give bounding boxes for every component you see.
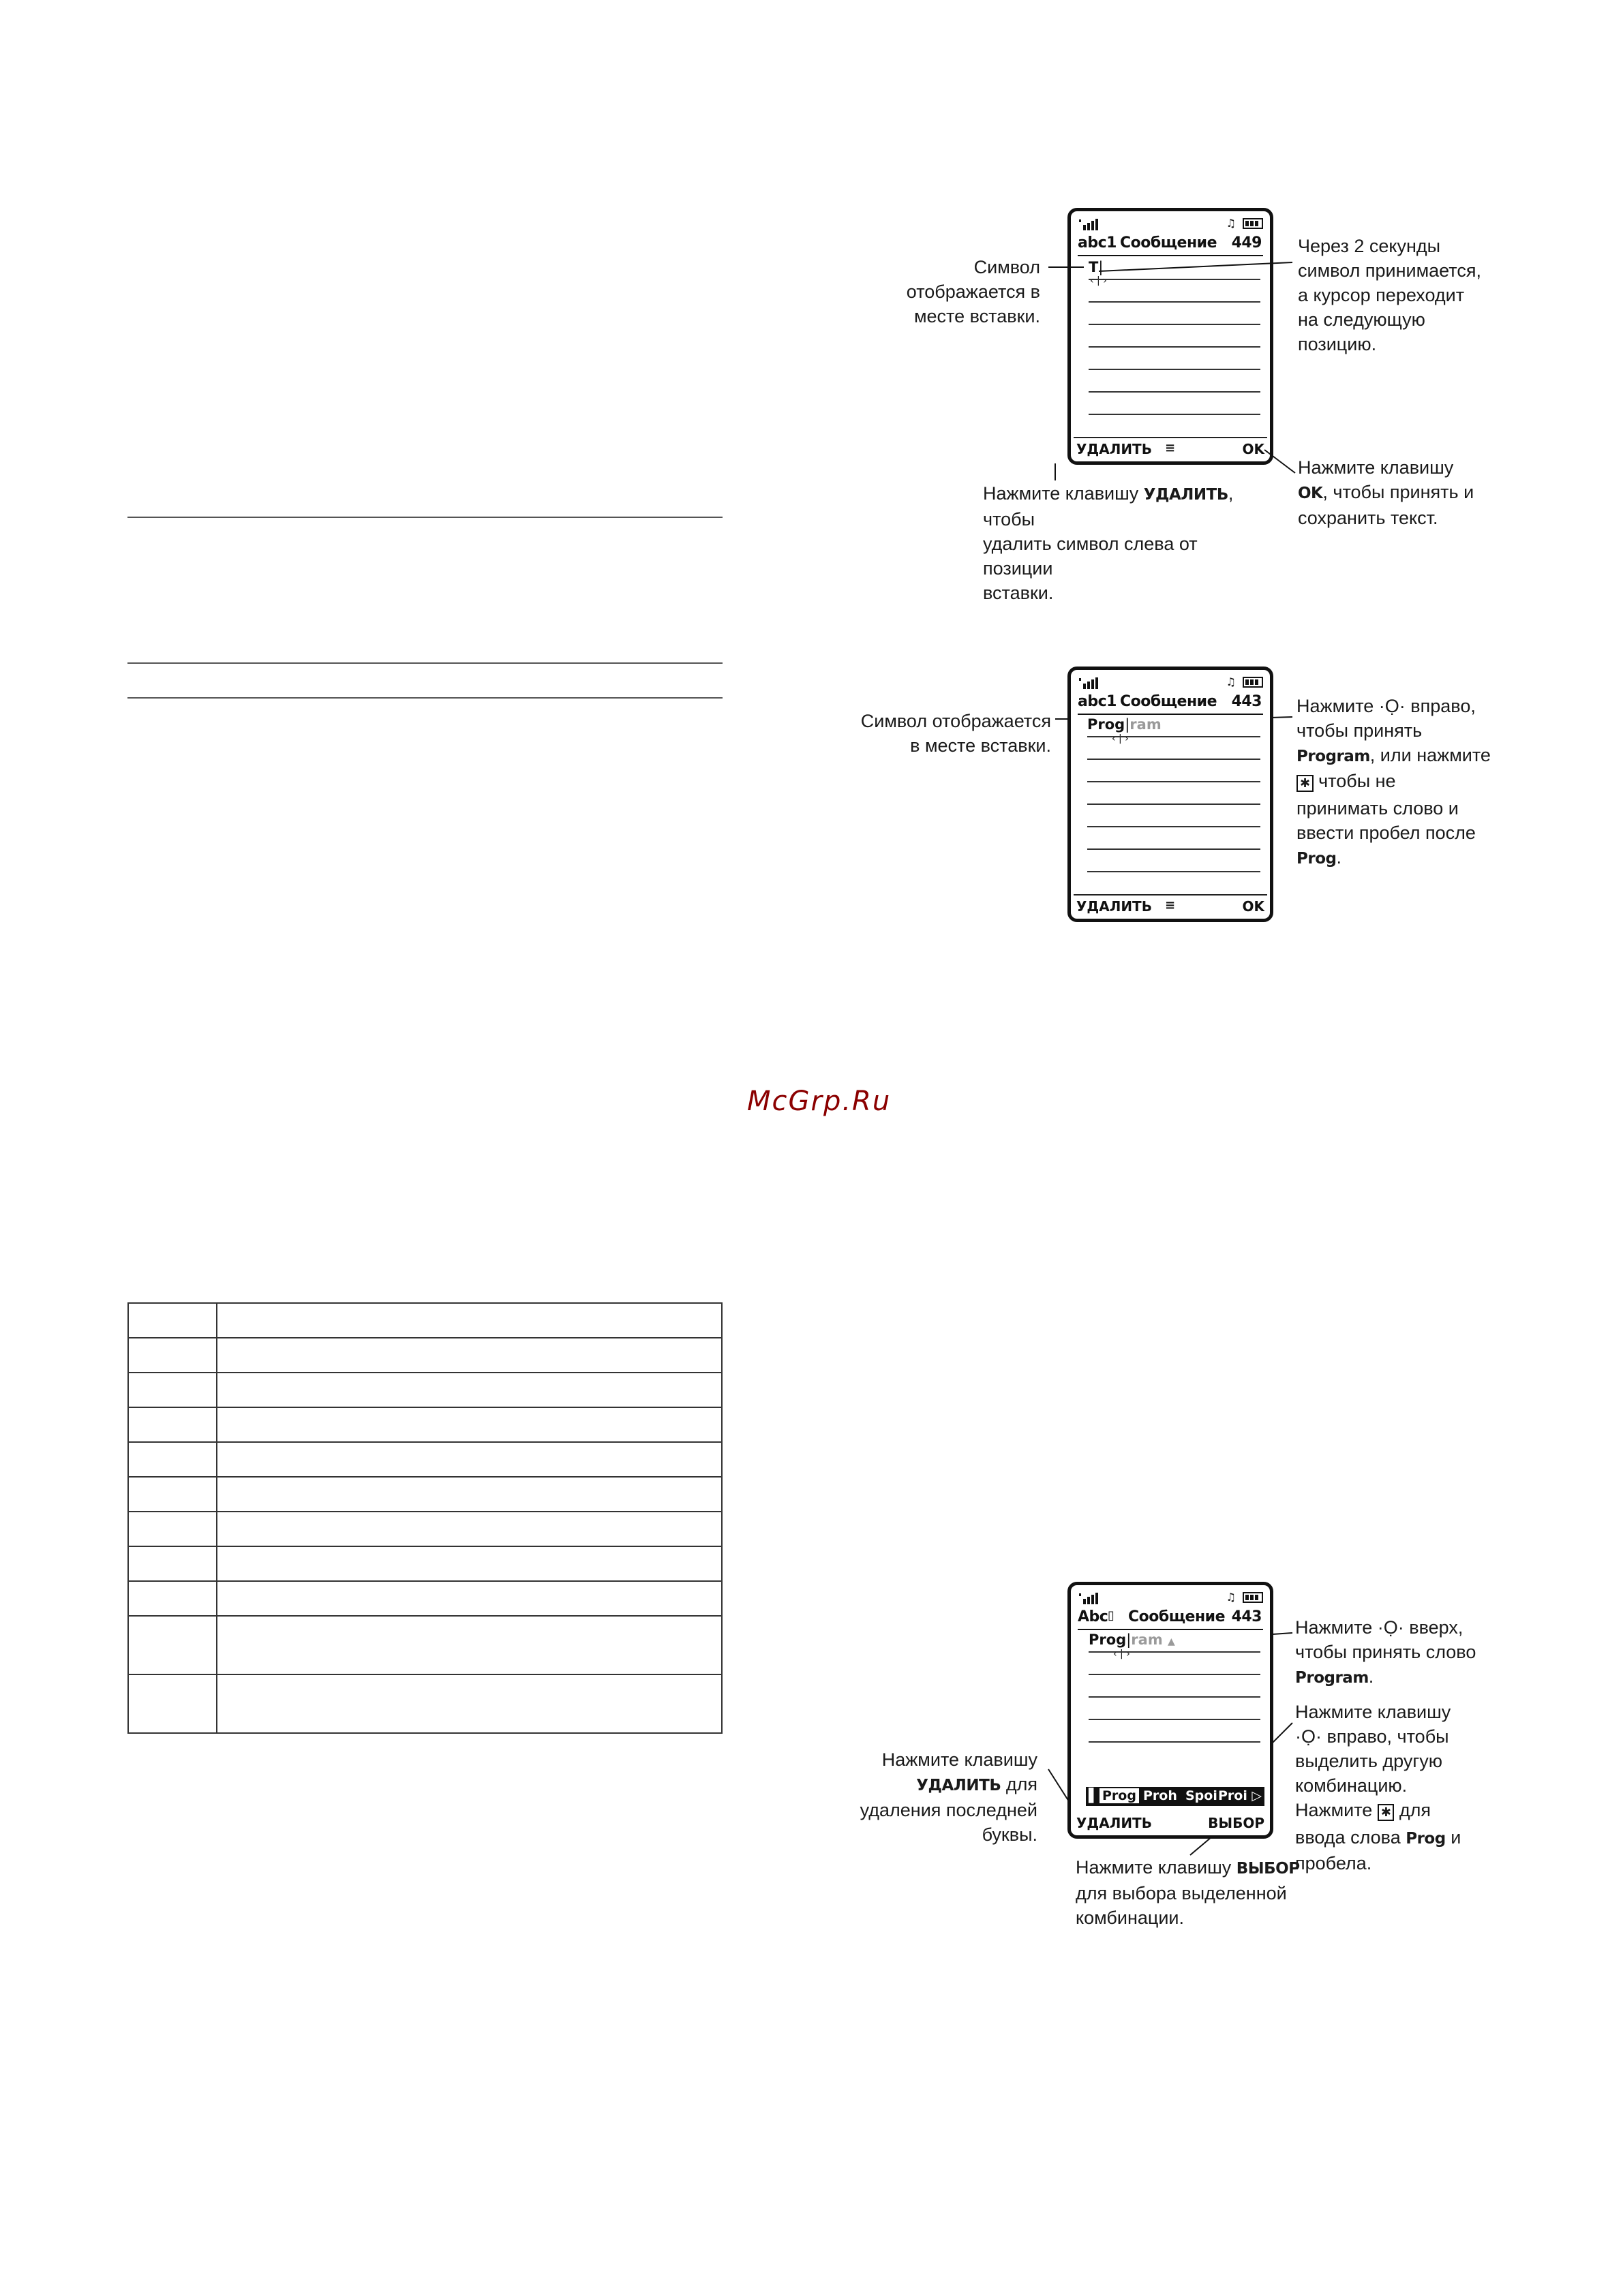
battery-icon — [1243, 677, 1263, 688]
callout-delete-key: Нажмите клавишу УДАЛИТЬ, чтобы удалить символ слева от позиции вставки. — [983, 483, 1234, 603]
typed-text: Prog|ram ▲ — [1089, 1632, 1175, 1648]
star-key-icon: ✱ — [1378, 1804, 1395, 1821]
text-mode-indicator: abc1 — [1078, 234, 1117, 251]
watermark: McGrp.Ru — [747, 1086, 892, 1117]
candidate-4[interactable]: Proi — [1218, 1788, 1247, 1803]
delete-softkey[interactable]: УДАЛИТЬ — [1076, 898, 1152, 915]
delete-softkey[interactable]: УДАЛИТЬ — [1076, 441, 1152, 457]
callout-select-key: Нажмите клавишу ВЫБОР для выбора выделенной комбинации. — [1076, 1857, 1300, 1928]
ok-softkey[interactable]: OK — [1242, 441, 1264, 457]
dictionary-icon: ▯ — [1108, 1608, 1114, 1623]
candidate-2[interactable]: Proh — [1143, 1788, 1177, 1803]
ringer-icon: ♫ — [1226, 217, 1236, 230]
delete-softkey[interactable]: УДАЛИТЬ — [1076, 1815, 1152, 1831]
select-softkey[interactable]: ВЫБОР — [1208, 1815, 1264, 1831]
cursor-blink-icon: ‹ | › — [1090, 275, 1107, 286]
callout-ok-key: Нажмите клавишу OK, чтобы принять и сохранить текст. — [1298, 457, 1474, 528]
signal-icon — [1078, 1591, 1105, 1606]
cursor-blink-icon: ‹ | › — [1113, 1649, 1130, 1659]
ringer-icon: ♫ — [1226, 675, 1236, 688]
more-candidates-icon[interactable]: ▷ — [1252, 1788, 1262, 1803]
phone-screen-3 — [1067, 1582, 1273, 1839]
callout-accept-delay: Через 2 секунды символ принимается, а курсор переходит на следующую позицию. — [1298, 236, 1481, 354]
candidate-marker-icon: ▌ — [1089, 1788, 1099, 1803]
menu-icon[interactable]: ≡ — [1165, 898, 1176, 913]
screen-header — [1078, 1608, 1263, 1630]
callout-insertion-2: Символ отображается в месте вставки. — [860, 711, 1051, 756]
ringer-icon: ♫ — [1226, 1591, 1236, 1604]
typed-text: Prog|ram — [1087, 716, 1162, 733]
star-key-icon: ✱ — [1296, 775, 1314, 792]
blank-reference-table — [127, 1302, 723, 1734]
candidate-1[interactable]: Prog — [1099, 1788, 1139, 1803]
text-mode-indicator: abc1 — [1078, 693, 1117, 710]
screen-header — [1078, 693, 1263, 715]
status-bar — [1078, 675, 1263, 690]
text-lines — [1089, 1630, 1260, 1743]
cursor-blink-icon: ‹ | › — [1112, 733, 1129, 744]
callout-accept-up: Нажмите ·Ọ· вверх, чтобы принять слово Program. — [1295, 1617, 1476, 1687]
menu-icon[interactable]: ≡ — [1165, 441, 1176, 455]
ok-softkey[interactable]: OK — [1242, 898, 1264, 915]
screen-title: Сообщение — [1120, 693, 1217, 710]
screen-title: Сообщение — [1120, 234, 1217, 251]
soft-key-bar — [1074, 1812, 1267, 1833]
text-mode-indicator: Abc — [1078, 1608, 1108, 1625]
text-lines — [1087, 715, 1260, 872]
callout-insertion-1: Символ отображается в месте вставки. — [906, 257, 1040, 326]
phone-screen-2 — [1067, 667, 1273, 922]
typed-text: T| — [1089, 259, 1104, 275]
char-counter: 443 — [1231, 693, 1262, 710]
callout-accept-word: Нажмите ·Ọ· вправо, чтобы принять Program, или нажмите ✱ чтобы не принимать слово и ввести пробел после Prog. — [1296, 696, 1491, 868]
soft-key-bar — [1074, 894, 1267, 916]
callout-delete-letter: Нажмите клавишу УДАЛИТЬ для удаления последней буквы. — [860, 1749, 1037, 1845]
callout-select-combination: Нажмите клавишу ·Ọ· вправо, чтобы выделить другую комбинацию. Нажмите ✱ для ввода слова Prog и пробела. — [1295, 1702, 1461, 1873]
status-bar — [1078, 1591, 1263, 1606]
battery-icon — [1243, 1592, 1263, 1603]
screen-title: Сообщение — [1128, 1608, 1226, 1625]
candidate-3[interactable]: Spoi — [1185, 1788, 1217, 1803]
char-counter: 443 — [1231, 1608, 1262, 1625]
char-counter: 449 — [1231, 234, 1262, 251]
signal-icon — [1078, 675, 1105, 690]
candidate-bar — [1086, 1787, 1264, 1806]
up-arrow-icon: ▲ — [1168, 1636, 1175, 1647]
